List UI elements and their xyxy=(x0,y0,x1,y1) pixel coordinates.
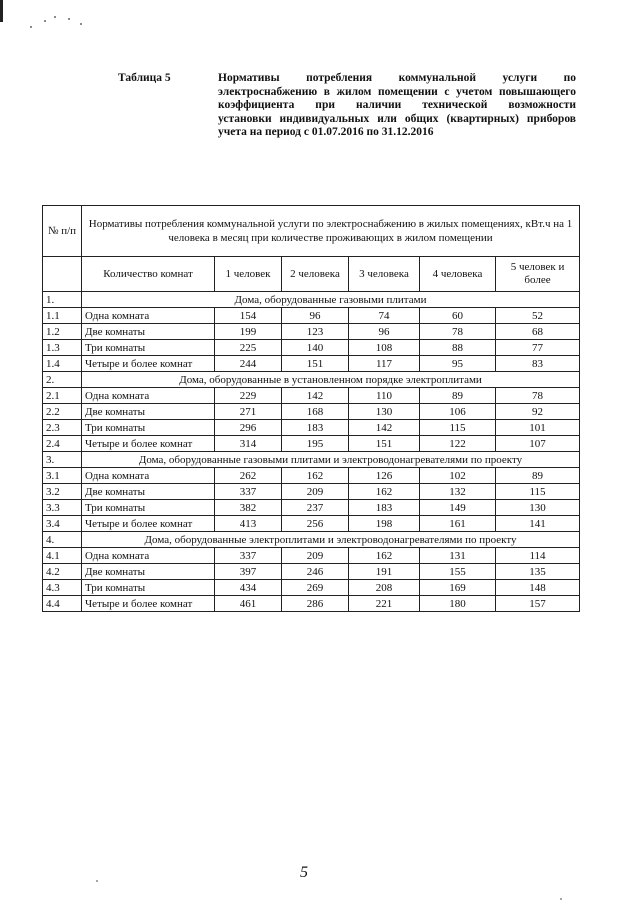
norm-value-cell: 114 xyxy=(496,548,580,564)
norm-value-cell: 269 xyxy=(282,580,349,596)
norm-value-cell: 68 xyxy=(496,324,580,340)
norm-value-cell: 142 xyxy=(349,420,420,436)
norm-value-cell: 162 xyxy=(349,484,420,500)
norm-value-cell: 96 xyxy=(282,308,349,324)
room-count-cell: Три комнаты xyxy=(82,340,215,356)
table-row xyxy=(43,596,580,612)
norm-value-cell: 130 xyxy=(349,404,420,420)
norm-value-cell: 78 xyxy=(496,388,580,404)
norm-value-cell: 434 xyxy=(215,580,282,596)
norm-value-cell: 209 xyxy=(282,548,349,564)
norm-value-cell: 108 xyxy=(349,340,420,356)
section-row xyxy=(43,372,580,388)
room-count-cell: Три комнаты xyxy=(82,580,215,596)
caption-line: учета на период с 01.07.2016 по 31.12.2016 xyxy=(218,126,434,139)
row-number: 3.2 xyxy=(43,484,82,500)
caption-line: установки индивидуальных или общих (квартирных) приборов xyxy=(218,112,576,125)
section-title: Дома, оборудованные в установленном порядке электроплитами xyxy=(82,372,580,388)
norm-value-cell: 110 xyxy=(349,388,420,404)
row-number: 2.2 xyxy=(43,404,82,420)
caption-line: Нормативы потребления коммунальной услуги по xyxy=(218,72,576,84)
column-header-row xyxy=(43,257,580,292)
norm-value-cell: 155 xyxy=(420,564,496,580)
section-title: Дома, оборудованные газовыми плитами xyxy=(82,292,580,308)
room-count-cell: Две комнаты xyxy=(82,324,215,340)
norm-value-cell: 271 xyxy=(215,404,282,420)
norm-value-cell: 209 xyxy=(282,484,349,500)
norm-value-cell: 382 xyxy=(215,500,282,516)
room-count-cell: Две комнаты xyxy=(82,564,215,580)
norm-value-cell: 52 xyxy=(496,308,580,324)
section-number: 1. xyxy=(43,292,82,308)
section-number: 3. xyxy=(43,452,82,468)
norm-value-cell: 151 xyxy=(349,436,420,452)
norm-value-cell: 77 xyxy=(496,340,580,356)
room-count-cell: Одна комната xyxy=(82,548,215,564)
section-title: Дома, оборудованные газовыми плитами и электроводонагревателями по проекту xyxy=(82,452,580,468)
norm-value-cell: 157 xyxy=(496,596,580,612)
np-header: № п/п xyxy=(43,206,82,257)
norm-value-cell: 225 xyxy=(215,340,282,356)
norm-value-cell: 95 xyxy=(420,356,496,372)
norm-value-cell: 92 xyxy=(496,404,580,420)
norm-value-cell: 102 xyxy=(420,468,496,484)
table-row xyxy=(43,548,580,564)
section-row xyxy=(43,452,580,468)
table-row xyxy=(43,340,580,356)
norm-value-cell: 162 xyxy=(349,548,420,564)
column-header: 1 человек xyxy=(215,257,282,292)
norm-value-cell: 244 xyxy=(215,356,282,372)
header-cell-blank xyxy=(43,257,82,292)
scan-edge-mark xyxy=(0,0,3,22)
room-count-cell: Две комнаты xyxy=(82,484,215,500)
column-header: 4 человека xyxy=(420,257,496,292)
room-count-cell: Две комнаты xyxy=(82,404,215,420)
row-number: 3.3 xyxy=(43,500,82,516)
page-number: 5 xyxy=(300,864,308,881)
row-number: 2.1 xyxy=(43,388,82,404)
room-count-cell: Четыре и более комнат xyxy=(82,356,215,372)
norm-value-cell: 208 xyxy=(349,580,420,596)
norm-value-cell: 142 xyxy=(282,388,349,404)
norm-value-cell: 198 xyxy=(349,516,420,532)
norm-value-cell: 131 xyxy=(420,548,496,564)
table-caption xyxy=(218,72,576,140)
row-number: 3.4 xyxy=(43,516,82,532)
norm-value-cell: 115 xyxy=(496,484,580,500)
norm-value-cell: 149 xyxy=(420,500,496,516)
table-row xyxy=(43,308,580,324)
norm-value-cell: 162 xyxy=(282,468,349,484)
row-number: 1.2 xyxy=(43,324,82,340)
caption-line: электроснабжению в жилом помещении с учетом повышающего xyxy=(218,85,576,98)
norm-value-cell: 413 xyxy=(215,516,282,532)
norms-table xyxy=(42,205,580,612)
norm-value-cell: 168 xyxy=(282,404,349,420)
section-row xyxy=(43,292,580,308)
norm-value-cell: 180 xyxy=(420,596,496,612)
norm-value-cell: 191 xyxy=(349,564,420,580)
row-number: 1.1 xyxy=(43,308,82,324)
row-number: 4.4 xyxy=(43,596,82,612)
norm-value-cell: 286 xyxy=(282,596,349,612)
norm-value-cell: 151 xyxy=(282,356,349,372)
section-number: 4. xyxy=(43,532,82,548)
norm-value-cell: 132 xyxy=(420,484,496,500)
table-row xyxy=(43,404,580,420)
norm-value-cell: 117 xyxy=(349,356,420,372)
norm-value-cell: 140 xyxy=(282,340,349,356)
room-count-cell: Четыре и более комнат xyxy=(82,596,215,612)
norm-value-cell: 154 xyxy=(215,308,282,324)
norm-value-cell: 183 xyxy=(282,420,349,436)
norm-value-cell: 89 xyxy=(496,468,580,484)
room-count-cell: Одна комната xyxy=(82,308,215,324)
norm-value-cell: 262 xyxy=(215,468,282,484)
scan-specks xyxy=(30,14,90,34)
column-header: Количество комнат xyxy=(82,257,215,292)
table-row xyxy=(43,516,580,532)
column-header: 2 человека xyxy=(282,257,349,292)
norm-value-cell: 161 xyxy=(420,516,496,532)
norm-value-cell: 123 xyxy=(282,324,349,340)
table-row xyxy=(43,388,580,404)
norm-value-cell: 195 xyxy=(282,436,349,452)
norm-value-cell: 74 xyxy=(349,308,420,324)
table-row xyxy=(43,500,580,516)
column-header: 3 человека xyxy=(349,257,420,292)
norm-value-cell: 221 xyxy=(349,596,420,612)
row-number: 4.3 xyxy=(43,580,82,596)
norm-value-cell: 237 xyxy=(282,500,349,516)
section-title: Дома, оборудованные электроплитами и электроводонагревателями по проекту xyxy=(82,532,580,548)
norm-value-cell: 135 xyxy=(496,564,580,580)
norm-value-cell: 256 xyxy=(282,516,349,532)
norm-value-cell: 106 xyxy=(420,404,496,420)
room-count-cell: Четыре и более комнат xyxy=(82,436,215,452)
table-row xyxy=(43,468,580,484)
table-row xyxy=(43,420,580,436)
norm-value-cell: 130 xyxy=(496,500,580,516)
norm-value-cell: 397 xyxy=(215,564,282,580)
norm-value-cell: 115 xyxy=(420,420,496,436)
norms-header: Нормативы потребления коммунальной услуги по электроснабжению в жилых помещениях, кВт.ч на 1 человека в месяц при количестве проживающих в жилом помещении xyxy=(82,206,580,257)
scan-speck xyxy=(560,898,562,900)
norm-value-cell: 229 xyxy=(215,388,282,404)
norm-value-cell: 122 xyxy=(420,436,496,452)
room-count-cell: Одна комната xyxy=(82,468,215,484)
room-count-cell: Три комнаты xyxy=(82,420,215,436)
norm-value-cell: 461 xyxy=(215,596,282,612)
norm-value-cell: 83 xyxy=(496,356,580,372)
row-number: 2.4 xyxy=(43,436,82,452)
caption-line: коэффициента при наличии технической возможности xyxy=(218,99,576,112)
norm-value-cell: 337 xyxy=(215,484,282,500)
row-number: 4.1 xyxy=(43,548,82,564)
table-label: Таблица 5 xyxy=(118,72,171,84)
norm-value-cell: 107 xyxy=(496,436,580,452)
row-number: 1.3 xyxy=(43,340,82,356)
norm-value-cell: 183 xyxy=(349,500,420,516)
scan-speck xyxy=(96,880,98,882)
room-count-cell: Четыре и более комнат xyxy=(82,516,215,532)
norm-value-cell: 199 xyxy=(215,324,282,340)
norm-value-cell: 141 xyxy=(496,516,580,532)
norm-value-cell: 296 xyxy=(215,420,282,436)
section-row xyxy=(43,532,580,548)
column-header: 5 человек и более xyxy=(496,257,580,292)
norm-value-cell: 96 xyxy=(349,324,420,340)
norm-value-cell: 60 xyxy=(420,308,496,324)
row-number: 1.4 xyxy=(43,356,82,372)
norm-value-cell: 89 xyxy=(420,388,496,404)
row-number: 2.3 xyxy=(43,420,82,436)
norm-value-cell: 88 xyxy=(420,340,496,356)
row-number: 3.1 xyxy=(43,468,82,484)
norm-value-cell: 337 xyxy=(215,548,282,564)
norm-value-cell: 314 xyxy=(215,436,282,452)
room-count-cell: Три комнаты xyxy=(82,500,215,516)
norm-value-cell: 169 xyxy=(420,580,496,596)
table-row xyxy=(43,484,580,500)
norm-value-cell: 148 xyxy=(496,580,580,596)
row-number: 4.2 xyxy=(43,564,82,580)
section-number: 2. xyxy=(43,372,82,388)
norm-value-cell: 126 xyxy=(349,468,420,484)
norm-value-cell: 101 xyxy=(496,420,580,436)
table-row xyxy=(43,564,580,580)
norm-value-cell: 78 xyxy=(420,324,496,340)
table-row xyxy=(43,356,580,372)
room-count-cell: Одна комната xyxy=(82,388,215,404)
table-row xyxy=(43,324,580,340)
norm-value-cell: 246 xyxy=(282,564,349,580)
table-row xyxy=(43,436,580,452)
table-row xyxy=(43,580,580,596)
table-header-row xyxy=(43,206,580,257)
